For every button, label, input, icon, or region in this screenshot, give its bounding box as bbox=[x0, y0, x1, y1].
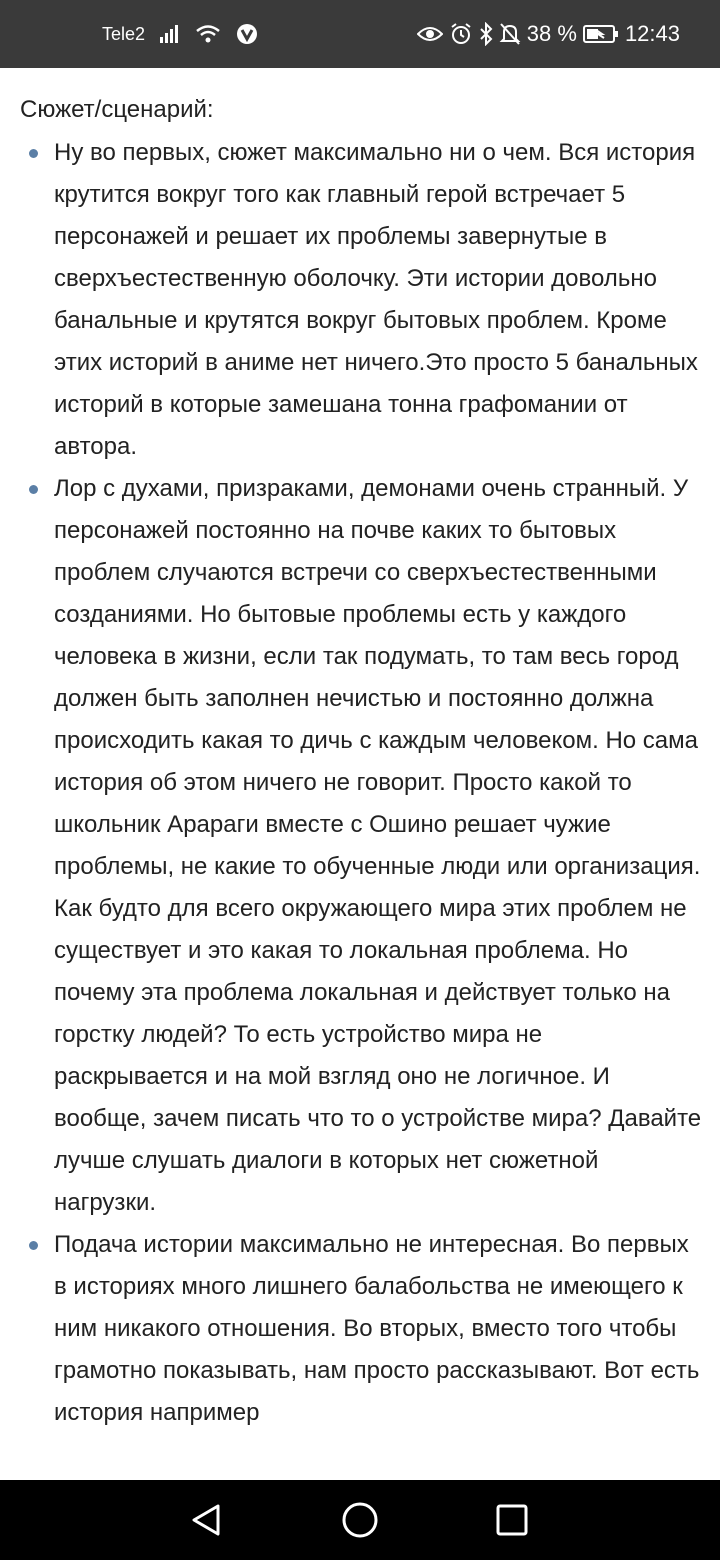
alarm-icon bbox=[449, 22, 473, 46]
status-bar bbox=[0, 0, 720, 68]
home-icon bbox=[341, 1501, 379, 1539]
recents-button[interactable] bbox=[472, 1480, 552, 1560]
wifi-icon bbox=[195, 24, 221, 44]
recents-icon bbox=[495, 1503, 529, 1537]
back-icon bbox=[188, 1502, 224, 1538]
signal-icon bbox=[159, 24, 181, 44]
clock: 12:43 bbox=[624, 21, 680, 46]
bullet-dot bbox=[29, 1241, 38, 1250]
back-button[interactable] bbox=[166, 1480, 246, 1560]
section-heading: Сюжет/сценарий: bbox=[20, 96, 214, 123]
article-content[interactable] bbox=[0, 68, 720, 1480]
battery-percent: 38 % bbox=[526, 21, 577, 46]
carrier-label: Tele2 bbox=[102, 23, 146, 44]
list-item-text: Подача истории максимально не интересная. Во первых в историях много лишнего балабольства не имеющего к ним никакого отношения. Во вторых, вместо того чтобы грамотно показывать, нам просто рассказывают. Вот есть история например bbox=[54, 1231, 700, 1426]
list-item-text: Ну во первых, сюжет максимально ни о чем. Вся история крутится вокруг того как главный герой встречает 5 персонажей и решает их проблемы завернутые в сверхъестественную оболочку. Эти истории довольно банальные и крутятся вокруг бытовых проблем. Кроме этих историй в аниме нет ничего.Это просто 5 банальных историй в которые замешана тонна графомании от автора. bbox=[54, 139, 698, 460]
mute-icon bbox=[499, 22, 521, 46]
home-button[interactable] bbox=[320, 1480, 400, 1560]
list-item-text: Лор с духами, призраками, демонами очень странный. У персонажей постоянно на почве каких то бытовых проблем случаются встречи со сверхъестественными созданиями. Но бытовые проблемы есть у каждого человека в жизни, если так подумать, то там весь город должен быть заполнен нечистью и постоянно должна происходить какая то дичь с каждым человеком. Но сама история об этом ничего не говорит. Просто какой то школьник Арараги вместе с Ошино решает чужие проблемы, не какие то обученные люди или организация. Как будто для всего окружающего мира этих проблем не существует и это какая то локальная проблема. Но почему эта проблема локальная и действует только на горстку людей? То есть устройство мира не раскрывается и на мой взгляд оно не логичное. И вообще, зачем писать что то о устройстве мира? Давайте лучше слушать диалоги в которых нет сюжетной нагрузки. bbox=[54, 475, 702, 1216]
navigation-bar bbox=[0, 1480, 720, 1560]
bullet-dot bbox=[29, 485, 38, 494]
list-item bbox=[0, 468, 720, 1224]
status-bar-right bbox=[417, 0, 680, 68]
bullet-list bbox=[0, 132, 720, 1434]
status-bar-left bbox=[102, 0, 259, 68]
battery-icon bbox=[583, 24, 619, 44]
vpn-icon bbox=[235, 22, 259, 46]
bullet-dot bbox=[29, 149, 38, 158]
eye-icon bbox=[417, 25, 443, 43]
list-item bbox=[0, 1224, 720, 1434]
bluetooth-icon bbox=[479, 22, 493, 46]
list-item bbox=[0, 132, 720, 468]
